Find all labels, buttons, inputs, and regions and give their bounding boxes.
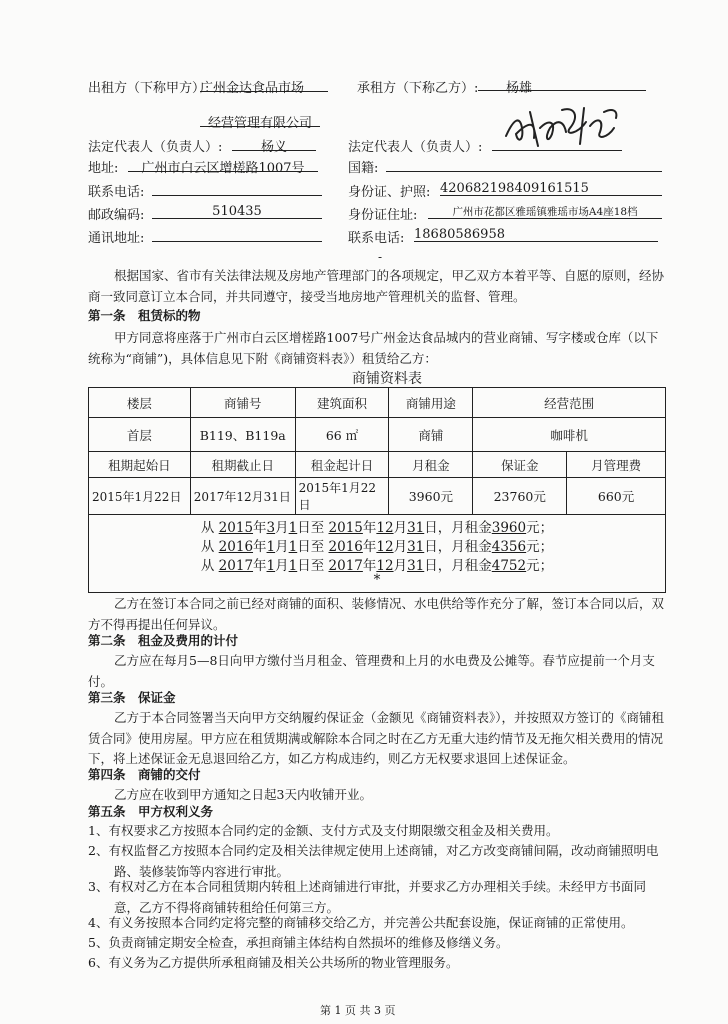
phone-right: 18680586958 <box>414 227 658 242</box>
th-area: 建筑面积 <box>295 388 389 418</box>
handwritten-signature <box>500 98 625 158</box>
article1-text: 甲方同意将座落于广州市白云区增槎路1007号广州金达食品城内的营业商铺、写字楼或仓库（以下统称为“商铺”)，具体信息见下附《商铺资料表》）租赁给乙方： <box>88 330 659 366</box>
td-start: 2015年1月22日 <box>89 478 191 515</box>
article5-item-2: 2、有权监督乙方按照本合同约定及相关法律规定使用上述商铺，对乙方改变商铺间隔，改动商铺照明电路、装修装饰等内容进行审批。 <box>88 843 659 879</box>
article5-item-3: 3、有权对乙方在本合同租赁期内转租上述商铺进行审批，并要求乙方办理相关手续。未经甲方书面同意，乙方不得将商铺转租给任何第三方。 <box>88 879 646 915</box>
td-usage: 商铺 <box>389 418 473 452</box>
legal-rep-label-left: 法定代表人（负责人）: <box>88 140 223 155</box>
rent-line-1: 从 2015年3月1日至 2015年12月31日，月租金3960元； <box>200 520 554 536</box>
td-rent-start: 2015年1月22日 <box>295 478 389 515</box>
page-footer: 第 1 页 共 3 页 <box>320 1004 396 1017</box>
td-area: 66 ㎡ <box>295 418 389 452</box>
rent-line-2: 从 2016年1月1日至 2016年12月31日，月租金4356元； <box>200 539 554 555</box>
th-end: 租期截止日 <box>190 452 295 478</box>
lessor-name-line2: 经营管理有限公司 <box>200 112 320 127</box>
table-title: 商铺资料表 <box>352 371 422 387</box>
th-monthly-rent: 月租金 <box>389 452 473 478</box>
id-address-label: 身份证住址: <box>348 208 418 223</box>
rent-schedule-box <box>88 514 666 593</box>
mail-address-label: 通讯地址: <box>88 231 145 246</box>
legal-rep-left: 杨义 <box>232 136 316 151</box>
th-shop-no: 商铺号 <box>190 388 295 418</box>
lessee-name: 杨雄 <box>478 77 646 91</box>
legal-rep-label-right: 法定代表人（负责人）: <box>348 140 483 155</box>
article2-title: 第二条 租金及费用的计付 <box>88 633 239 648</box>
article4-text: 乙方应在收到甲方通知之日起3天内收铺开业。 <box>114 787 372 802</box>
intro-paragraph: 根据国家、省市有关法律法规及房地产管理部门的各项规定，甲乙双方本着平等、自愿的原则，经协商一致同意订立本合同，并共同遵守，接受当地房地产管理机关的监督、管理。 <box>88 268 665 304</box>
postcode-value: 510435 <box>152 204 322 219</box>
th-mgmt-fee: 月管理费 <box>567 452 666 478</box>
td-shop-no: B119、B119a <box>190 418 295 452</box>
article2-text: 乙方应在每月5—8日向甲方缴付当月租金、管理费和上月的水电费及公摊等。春节应提前一个月支付。 <box>88 653 655 689</box>
td-deposit: 23760元 <box>473 478 567 515</box>
th-usage: 商铺用途 <box>389 388 473 418</box>
phone-label-right: 联系电话: <box>348 231 405 246</box>
td-monthly-rent: 3960元 <box>389 478 473 515</box>
intro-mark: - <box>378 250 383 264</box>
td-scope: 咖啡机 <box>473 418 666 452</box>
article3-title: 第三条 保证金 <box>88 690 176 705</box>
td-floor: 首层 <box>89 418 191 452</box>
article5-item-4: 4、有义务按照本合同约定将完整的商铺移交给乙方，并完善公共配套设施，保证商铺的正常使用。 <box>88 915 634 930</box>
rent-line-3: 从 2017年1月1日至 2017年12月31日，月租金4752元； <box>200 558 554 574</box>
th-deposit: 保证金 <box>473 452 567 478</box>
article3-text: 乙方于本合同签署当天向甲方交纳履约保证金（金额见《商铺资料表》），并按照双方签订的《商铺租赁合同》使用房屋。甲方应在租赁期满或解除本合同之时在乙方无重大违约情节及无拖欠相关费用的情况下，将上述保证金无息退回给乙方，如乙方构成违约，则乙方无权要求退回上述保证金。 <box>88 710 665 766</box>
mail-address-line <box>152 227 322 242</box>
article5-title: 第五条 甲方权利义务 <box>88 804 214 819</box>
lessor-name-line1: 广州金达食品市场 <box>200 77 328 92</box>
td-end: 2017年12月31日 <box>190 478 295 515</box>
lessor-label: 出租方（下称甲方）: <box>88 81 210 96</box>
nationality-label: 国籍: <box>348 161 379 176</box>
th-scope: 经营范围 <box>473 388 666 418</box>
article5-item-5: 5、负责商铺定期安全检查，承担商铺主体结构自然损坏的维修及修缮义务。 <box>88 935 509 950</box>
id-address-value: 广州市花都区雅瑶镇雅瑶市场A4座18档 <box>428 204 662 219</box>
th-start: 租期起始日 <box>89 452 191 478</box>
phone-left-line <box>152 181 322 196</box>
article5-item-6: 6、有义务为乙方提供所承租商铺及相关公共场所的物业管理服务。 <box>88 955 459 970</box>
after-table-paragraph: 乙方在签订本合同之前已经对商铺的面积、装修情况、水电供给等作充分了解，签订本合同以后，双方不得再提出任何异议。 <box>88 596 665 632</box>
address-value: 广州市白云区增槎路1007号 <box>128 157 318 172</box>
id-number: 420682198409161515 <box>440 181 662 196</box>
article4-title: 第四条 商铺的交付 <box>88 767 201 782</box>
lessee-label: 承租方（下称乙方）: <box>357 81 479 96</box>
postcode-label: 邮政编码: <box>88 208 145 223</box>
article5-item-1: 1、有权要求乙方按照本合同约定的金额、支付方式及支付期限缴交租金及相关费用。 <box>88 823 559 838</box>
th-rent-start: 租金起计日 <box>295 452 389 478</box>
id-label: 身份证、护照: <box>348 185 431 200</box>
phone-label-left: 联系电话: <box>88 185 145 200</box>
shop-info-table <box>88 387 666 515</box>
asterisk: * <box>373 572 381 588</box>
th-floor: 楼层 <box>89 388 191 418</box>
address-label: 地址: <box>88 161 119 176</box>
nationality-line <box>386 157 662 172</box>
td-mgmt-fee: 660元 <box>567 478 666 515</box>
article1-title: 第一条 租赁标的物 <box>88 308 201 323</box>
